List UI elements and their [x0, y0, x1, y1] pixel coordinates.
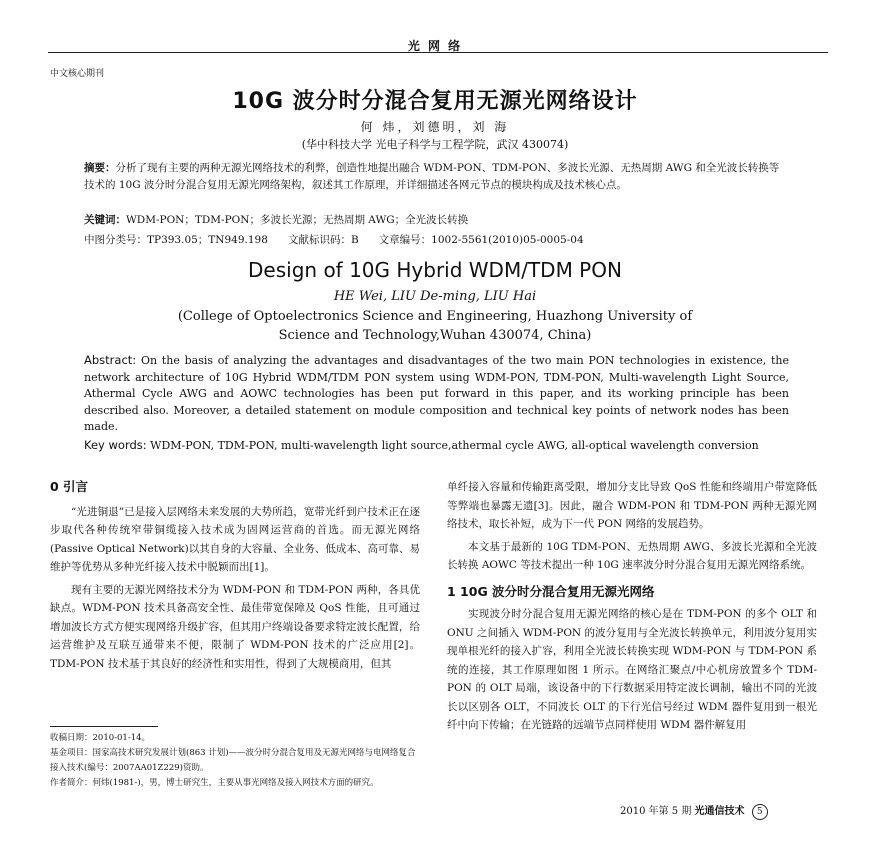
- classification-line: 中图分类号：TP393.05；TN949.198 文献标识码：B 文章编号：1002-5561(2010)05-0005-04: [84, 234, 584, 246]
- english-affiliation: [0, 307, 870, 345]
- footnotes: [50, 731, 420, 791]
- english-abstract-text: On the basis of analyzing the advantages and disadvantages of the two main PON technologies in existence, the network architecture of 10G Hybrid WDM/TDM PON system using WDM-PON, TDM-PON, Multi-wavelength Light Source, Athermal Cycle AWG and AOWC technologies has been put forward in this paper, and its working principle has been described also. Moreover, a detailed statement on module composition and technical key points of network nodes has been made.: [84, 354, 790, 433]
- english-affiliation-line2: Science and Technology,Wuhan 430074, China): [278, 328, 592, 343]
- chinese-abstract-label: 摘要：: [84, 162, 116, 174]
- footnote-rule: [50, 726, 158, 727]
- header-rule: [48, 52, 828, 53]
- body-left-column: [50, 478, 420, 677]
- footnote-fund: 基金项目：国家高技术研究发展计划(863 计划)——波分时分混合复用及无源光网络与电网络复合接入技术(编号：2007AA01Z229)资助。: [50, 748, 416, 773]
- chinese-keywords-label: 关键词：: [84, 214, 126, 226]
- section-heading-system: 1 10G 波分时分混合复用无源光网络: [447, 583, 655, 599]
- body-paragraph: 本文基于最新的 10G TDM-PON、无热周期 AWG、多波长光源和全光波长转换 AOWC 等技术提出一种 10G 速率波分时分混合复用无源光网络系统。: [447, 540, 817, 571]
- chinese-keywords-text: WDM-PON；TDM-PON；多波长光源；无热周期 AWG；全光波长转换: [126, 214, 469, 226]
- body-right-column: [447, 478, 817, 739]
- journal-name: 光通信技术: [694, 806, 745, 817]
- english-affiliation-line1: (College of Optoelectronics Science and Engineering, Huazhong University of: [177, 309, 693, 324]
- issue-label: 2010 年第 5 期: [620, 806, 692, 817]
- chinese-keywords: [84, 212, 789, 227]
- section-heading-introduction: 0 引言: [50, 479, 89, 494]
- running-header: 光 网 络: [407, 39, 463, 53]
- page-footer: [620, 802, 768, 820]
- chinese-authors: 何 炜，刘德明，刘 海: [360, 120, 510, 134]
- page-number: 5: [752, 804, 768, 820]
- chinese-affiliation: (华中科技大学 光电子科学与工程学院，武汉 430074): [301, 138, 569, 151]
- chinese-abstract: [84, 160, 789, 194]
- english-keywords: [84, 437, 789, 455]
- body-paragraph: “光进铜退”已是接入层网络未来发展的大势所趋，宽带光纤到户技术正在逐步取代各种传统窄带铜缆接入技术成为固网运营商的首选。而无源光网络(Passive Optical Network)以其自身的大容量、全业务、低成本、高可靠、易维护等优势从多种光纤接入技术中脱颖而出[1]。: [50, 505, 420, 573]
- body-paragraph: 单纤接入容量和传输距离受限，增加分支比导致 QoS 性能和终端用户带宽降低等弊端也暴露无遗[3]。因此，融合 WDM-PON 和 TDM-PON 两种无源光网络技术，取长补短，成为下一代 PON 网络的发展趋势。: [447, 481, 817, 530]
- chinese-title: 10G 波分时分混合复用无源光网络设计: [232, 89, 638, 114]
- english-keywords-label: Key words:: [84, 438, 147, 452]
- english-abstract: [84, 352, 789, 436]
- english-abstract-label: Abstract:: [84, 353, 137, 367]
- core-journal-label: 中文核心期刊: [50, 69, 105, 79]
- chinese-abstract-text: 分析了现有主要的两种无源光网络技术的利弊，创造性地提出融合 WDM-PON、TDM-PON、多波长光源、无热周期 AWG 和全光波长转换等技术的 10G 波分时分混合复用无源光网络架构，叙述其工作原理，并详细描述各网元节点的模块构成及技术核心点。: [84, 162, 780, 191]
- body-paragraph: 现有主要的无源光网络技术分为 WDM-PON 和 TDM-PON 两种，各具优缺点。WDM-PON 技术具备高安全性、最佳带宽保障及 QoS 性能，且可通过增加波长方式方便实现网络升级扩容，但其用户终端设备要求特定波长配置，给运营维护及互联互通带来不便，限制了 WDM-PON 技术的广泛应用[2]。TDM-PON 技术基于其良好的经济性和实用性，得到了大规模商用，但其: [50, 583, 420, 670]
- english-keywords-text: WDM-PON, TDM-PON, multi-wavelength light source,athermal cycle AWG, all-optical wavelength conversion: [150, 439, 759, 452]
- english-title: Design of 10G Hybrid WDM/TDM PON: [248, 258, 622, 282]
- footnote-received: 收稿日期：2010-01-14。: [50, 733, 151, 743]
- body-paragraph: 实现波分时分混合复用无源光网络的核心是在 TDM-PON 的多个 OLT 和 ONU 之间插入 WDM-PON 的波分复用与全光波长转换单元，利用波分复用实现单根光纤的接入扩容，利用全光波长转换实现 WDM-PON 与 TDM-PON 系统的连接，其工作原理如图 1 所示。在网络汇聚点/中心机房放置多个 TDM-PON 的 OLT 局端，该设备中的下行数据采用特定波长调制，输出不同的光波长以区别各 OLT，不同波长 OLT 的下行光信号经过 WDM 器件复用到一根光纤中向下传输；在光链路的远端节点同样使用 WDM 器件解复用: [447, 608, 817, 731]
- english-authors: HE Wei, LIU De-ming, LIU Hai: [333, 289, 537, 304]
- footnote-author: 作者简介：何炜(1981-)，男，博士研究生，主要从事光网络及接入网技术方面的研究。: [50, 778, 379, 788]
